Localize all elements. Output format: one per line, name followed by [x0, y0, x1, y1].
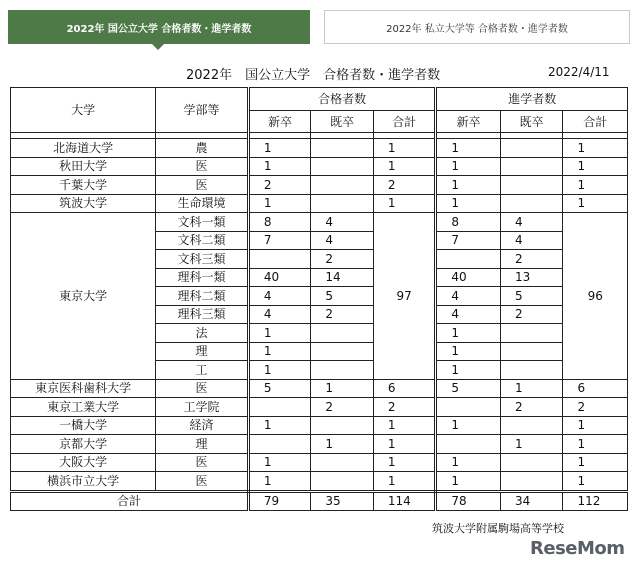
header-sub-5: 合計	[563, 111, 628, 133]
value-cell: 40	[248, 268, 311, 287]
total-value-cell: 78	[436, 491, 501, 511]
value-cell	[500, 416, 563, 435]
faculty-cell: 経済	[156, 416, 249, 435]
header-sub-2: 合計	[373, 111, 436, 133]
total-value-cell: 114	[373, 491, 436, 511]
value-cell	[311, 472, 374, 492]
value-cell	[500, 176, 563, 195]
table-row	[11, 213, 628, 232]
value-cell: 7	[248, 231, 311, 250]
value-cell	[311, 361, 374, 380]
value-cell: 97	[373, 213, 436, 380]
value-cell: 2	[373, 398, 436, 417]
value-cell: 1	[373, 435, 436, 454]
value-cell: 1	[248, 361, 311, 380]
faculty-cell: 医	[156, 472, 249, 492]
table-row	[11, 139, 628, 158]
tab-national-public[interactable]: 2022年 国公立大学 合格者数・進学者数	[8, 10, 310, 44]
value-cell	[436, 435, 501, 454]
value-cell: 96	[563, 213, 628, 380]
value-cell	[500, 324, 563, 343]
value-cell: 2	[563, 398, 628, 417]
table-row	[11, 398, 628, 417]
value-cell: 1	[248, 416, 311, 435]
value-cell: 1	[563, 453, 628, 472]
table-title: 2022年 国公立大学 合格者数・進学者数	[186, 68, 441, 83]
value-cell: 5	[436, 379, 501, 398]
faculty-cell: 医	[156, 453, 249, 472]
value-cell: 1	[248, 194, 311, 213]
value-cell: 1	[436, 472, 501, 492]
value-cell: 2	[248, 176, 311, 195]
value-cell: 8	[436, 213, 501, 232]
table-row	[11, 453, 628, 472]
value-cell: 13	[500, 268, 563, 287]
value-cell: 1	[436, 324, 501, 343]
table-row	[11, 194, 628, 213]
school-name: 筑波大学附属駒場高等学校	[432, 522, 564, 535]
faculty-cell: 農	[156, 139, 249, 158]
value-cell: 5	[500, 287, 563, 306]
value-cell: 1	[436, 361, 501, 380]
university-cell: 北海道大学	[11, 139, 156, 158]
total-value-cell: 35	[311, 491, 374, 511]
value-cell: 1	[248, 157, 311, 176]
value-cell: 4	[311, 231, 374, 250]
header-sub-0: 新卒	[248, 111, 311, 133]
faculty-cell: 理科二類	[156, 287, 249, 306]
faculty-cell: 法	[156, 324, 249, 343]
header-sub-3: 新卒	[436, 111, 501, 133]
value-cell	[311, 342, 374, 361]
value-cell: 1	[563, 176, 628, 195]
value-cell: 2	[500, 250, 563, 269]
value-cell: 4	[500, 231, 563, 250]
value-cell: 5	[311, 287, 374, 306]
university-cell: 秋田大学	[11, 157, 156, 176]
value-cell: 1	[373, 139, 436, 158]
value-cell	[311, 139, 374, 158]
university-cell: 京都大学	[11, 435, 156, 454]
value-cell: 1	[436, 176, 501, 195]
header-passed: 合格者数	[248, 88, 436, 111]
value-cell: 2	[500, 398, 563, 417]
value-cell: 1	[563, 416, 628, 435]
value-cell: 1	[500, 379, 563, 398]
value-cell	[500, 472, 563, 492]
faculty-cell: 理	[156, 342, 249, 361]
table-row	[11, 379, 628, 398]
value-cell: 1	[436, 157, 501, 176]
value-cell: 4	[436, 305, 501, 324]
faculty-cell: 工	[156, 361, 249, 380]
faculty-cell: 理	[156, 435, 249, 454]
value-cell	[500, 157, 563, 176]
value-cell: 1	[373, 472, 436, 492]
total-value-cell: 79	[248, 491, 311, 511]
value-cell	[500, 361, 563, 380]
value-cell: 1	[248, 342, 311, 361]
value-cell: 2	[500, 305, 563, 324]
value-cell: 1	[436, 453, 501, 472]
value-cell: 1	[373, 416, 436, 435]
value-cell: 14	[311, 268, 374, 287]
total-value-cell: 34	[500, 491, 563, 511]
header-row	[11, 88, 628, 111]
faculty-cell: 理科三類	[156, 305, 249, 324]
faculty-cell: 医	[156, 157, 249, 176]
value-cell	[248, 250, 311, 269]
value-cell	[436, 398, 501, 417]
faculty-cell: 文科二類	[156, 231, 249, 250]
header-faculty: 学部等	[156, 88, 249, 133]
value-cell: 1	[563, 139, 628, 158]
value-cell: 2	[311, 305, 374, 324]
active-tab-indicator	[152, 44, 164, 50]
table-date: 2022/4/11	[548, 65, 610, 79]
value-cell	[311, 416, 374, 435]
value-cell: 1	[373, 453, 436, 472]
table-row	[11, 472, 628, 492]
value-cell: 1	[436, 194, 501, 213]
value-cell: 7	[436, 231, 501, 250]
value-cell	[500, 453, 563, 472]
table-row	[11, 157, 628, 176]
value-cell	[311, 194, 374, 213]
value-cell: 1	[563, 157, 628, 176]
value-cell	[311, 324, 374, 343]
value-cell: 1	[311, 379, 374, 398]
faculty-cell: 文科三類	[156, 250, 249, 269]
total-value-cell: 112	[563, 491, 628, 511]
university-cell: 千葉大学	[11, 176, 156, 195]
value-cell	[500, 139, 563, 158]
value-cell	[248, 435, 311, 454]
value-cell	[311, 176, 374, 195]
university-cell: 一橋大学	[11, 416, 156, 435]
value-cell: 40	[436, 268, 501, 287]
university-cell: 東京医科歯科大学	[11, 379, 156, 398]
value-cell: 1	[248, 472, 311, 492]
value-cell: 1	[373, 194, 436, 213]
value-cell: 6	[563, 379, 628, 398]
value-cell: 4	[248, 305, 311, 324]
header-sub-1: 既卒	[311, 111, 374, 133]
value-cell	[311, 453, 374, 472]
value-cell	[248, 398, 311, 417]
value-cell: 1	[500, 435, 563, 454]
faculty-cell: 文科一類	[156, 213, 249, 232]
value-cell	[500, 194, 563, 213]
value-cell: 1	[248, 324, 311, 343]
value-cell: 2	[311, 250, 374, 269]
value-cell: 1	[373, 157, 436, 176]
value-cell: 1	[563, 472, 628, 492]
value-cell: 6	[373, 379, 436, 398]
value-cell: 1	[563, 194, 628, 213]
table-row	[11, 416, 628, 435]
value-cell: 4	[248, 287, 311, 306]
table-row	[11, 176, 628, 195]
value-cell: 1	[248, 453, 311, 472]
value-cell: 5	[248, 379, 311, 398]
university-cell: 東京工業大学	[11, 398, 156, 417]
university-cell: 横浜市立大学	[11, 472, 156, 492]
header-sub-4: 既卒	[500, 111, 563, 133]
resemom-logo: ReseMom	[530, 538, 625, 559]
value-cell: 8	[248, 213, 311, 232]
faculty-cell: 生命環境	[156, 194, 249, 213]
value-cell: 1	[563, 435, 628, 454]
total-label: 合計	[11, 491, 249, 511]
results-table	[10, 87, 628, 511]
value-cell: 4	[436, 287, 501, 306]
total-row	[11, 491, 628, 511]
university-cell: 東京大学	[11, 213, 156, 380]
value-cell: 1	[248, 139, 311, 158]
value-cell: 1	[436, 342, 501, 361]
tab-private[interactable]: 2022年 私立大学等 合格者数・進学者数	[324, 10, 630, 44]
university-cell: 大阪大学	[11, 453, 156, 472]
value-cell	[311, 157, 374, 176]
value-cell: 2	[373, 176, 436, 195]
faculty-cell: 理科一類	[156, 268, 249, 287]
header-enrolled: 進学者数	[436, 88, 628, 111]
value-cell	[500, 342, 563, 361]
value-cell: 1	[436, 416, 501, 435]
faculty-cell: 医	[156, 176, 249, 195]
value-cell: 1	[436, 139, 501, 158]
value-cell	[436, 250, 501, 269]
value-cell: 4	[500, 213, 563, 232]
university-cell: 筑波大学	[11, 194, 156, 213]
faculty-cell: 工学院	[156, 398, 249, 417]
value-cell: 1	[311, 435, 374, 454]
header-university: 大学	[11, 88, 156, 133]
value-cell: 4	[311, 213, 374, 232]
faculty-cell: 医	[156, 379, 249, 398]
table-row	[11, 435, 628, 454]
value-cell: 2	[311, 398, 374, 417]
